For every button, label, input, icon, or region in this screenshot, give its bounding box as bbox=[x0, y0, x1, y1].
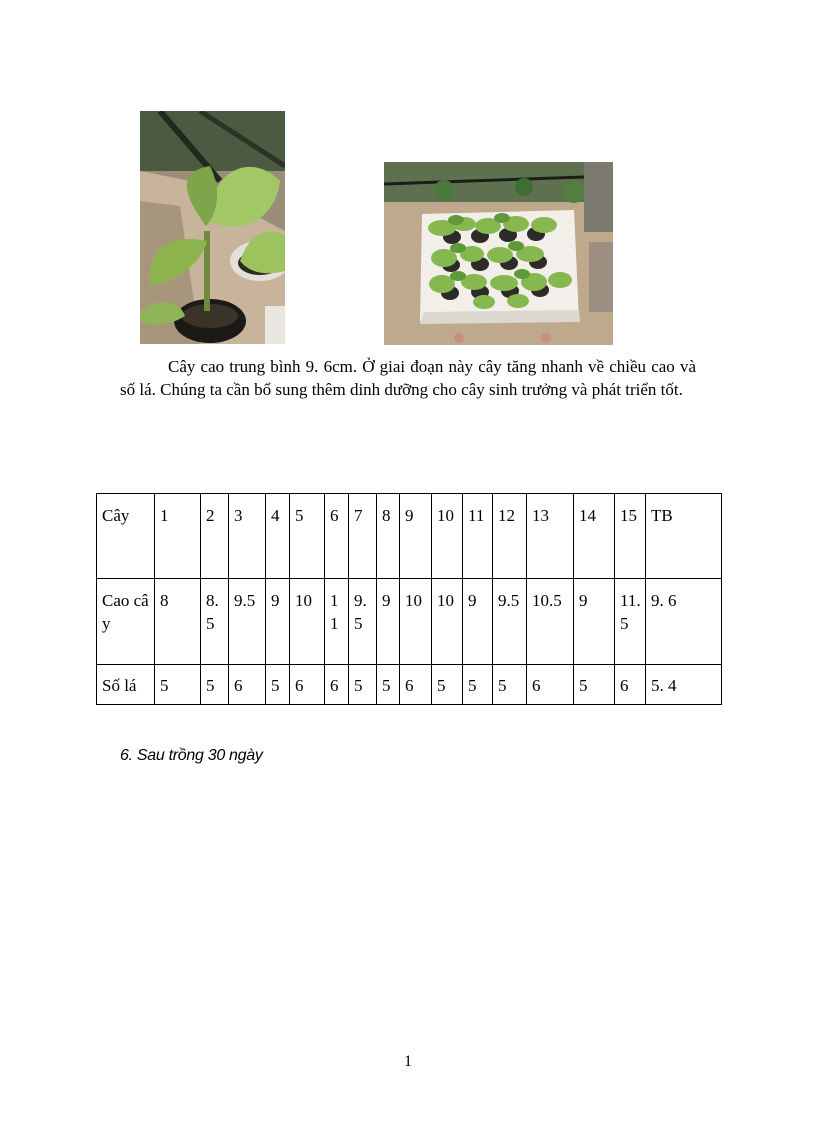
row-label: Số lá bbox=[97, 665, 155, 705]
table-cell: 5 bbox=[432, 665, 463, 705]
table-cell: 2 bbox=[201, 494, 229, 579]
table-cell: 9.5 bbox=[493, 579, 527, 665]
table-cell: 10 bbox=[400, 579, 432, 665]
table-cell: 10.5 bbox=[527, 579, 574, 665]
table-cell: 6 bbox=[325, 494, 349, 579]
table-cell: 5 bbox=[349, 665, 377, 705]
table-cell: 5 bbox=[201, 665, 229, 705]
table-row-plant-height bbox=[97, 579, 722, 665]
table-cell: 13 bbox=[527, 494, 574, 579]
table-cell: 9.5 bbox=[229, 579, 266, 665]
table-cell: 11 bbox=[463, 494, 493, 579]
table-cell: 9 bbox=[400, 494, 432, 579]
table-cell: 8 bbox=[377, 494, 400, 579]
photo-seedling-tray bbox=[384, 162, 613, 345]
table-cell: 12 bbox=[493, 494, 527, 579]
table-cell: 7 bbox=[349, 494, 377, 579]
table-cell: 5 bbox=[493, 665, 527, 705]
table-cell: 5 bbox=[574, 665, 615, 705]
table-cell: TB bbox=[646, 494, 722, 579]
body-paragraph: Cây cao trung bình 9. 6cm. Ở giai đoạn này cây tăng nhanh về chiều cao và số lá. Chúng ta cần bổ sung thêm dinh dưỡng cho cây sinh trưởng và phát triển tốt. bbox=[120, 357, 696, 399]
page-number: 1 bbox=[404, 1053, 412, 1070]
table-cell: 5 bbox=[463, 665, 493, 705]
table-cell: 8 bbox=[155, 579, 201, 665]
table-cell: 5 bbox=[155, 665, 201, 705]
section-heading: 6. Sau trồng 30 ngày bbox=[120, 747, 263, 764]
photo-seedling-closeup bbox=[140, 111, 285, 344]
table-cell: 6 bbox=[229, 665, 266, 705]
table-cell: 5 bbox=[266, 665, 290, 705]
table-cell: 5 bbox=[377, 665, 400, 705]
table-cell: 6 bbox=[290, 665, 325, 705]
table-cell: 9 bbox=[377, 579, 400, 665]
table-cell: 10 bbox=[432, 494, 463, 579]
table-cell: 9 bbox=[574, 579, 615, 665]
table-cell: 6 bbox=[325, 665, 349, 705]
table-cell: 9. 6 bbox=[646, 579, 722, 665]
table-cell: 5. 4 bbox=[646, 665, 722, 705]
table-cell: 6 bbox=[400, 665, 432, 705]
growth-table bbox=[96, 493, 722, 705]
table-cell: 1 bbox=[155, 494, 201, 579]
table-cell: 9 bbox=[266, 579, 290, 665]
table-cell: 11.5 bbox=[615, 579, 646, 665]
table-cell: 6 bbox=[527, 665, 574, 705]
row-label: Cao cây bbox=[97, 579, 155, 665]
table-cell: 4 bbox=[266, 494, 290, 579]
table-cell: 9 bbox=[463, 579, 493, 665]
table-cell: 3 bbox=[229, 494, 266, 579]
table-cell: 15 bbox=[615, 494, 646, 579]
row-label: Cây bbox=[97, 494, 155, 579]
table-cell: 10 bbox=[290, 579, 325, 665]
table-cell: 14 bbox=[574, 494, 615, 579]
table-cell: 8.5 bbox=[201, 579, 229, 665]
table-row-plant-number bbox=[97, 494, 722, 579]
table-cell: 10 bbox=[432, 579, 463, 665]
table-cell: 6 bbox=[615, 665, 646, 705]
table-cell: 11 bbox=[325, 579, 349, 665]
table-cell: 5 bbox=[290, 494, 325, 579]
table-row-leaf-count bbox=[97, 665, 722, 705]
table-cell: 9.5 bbox=[349, 579, 377, 665]
